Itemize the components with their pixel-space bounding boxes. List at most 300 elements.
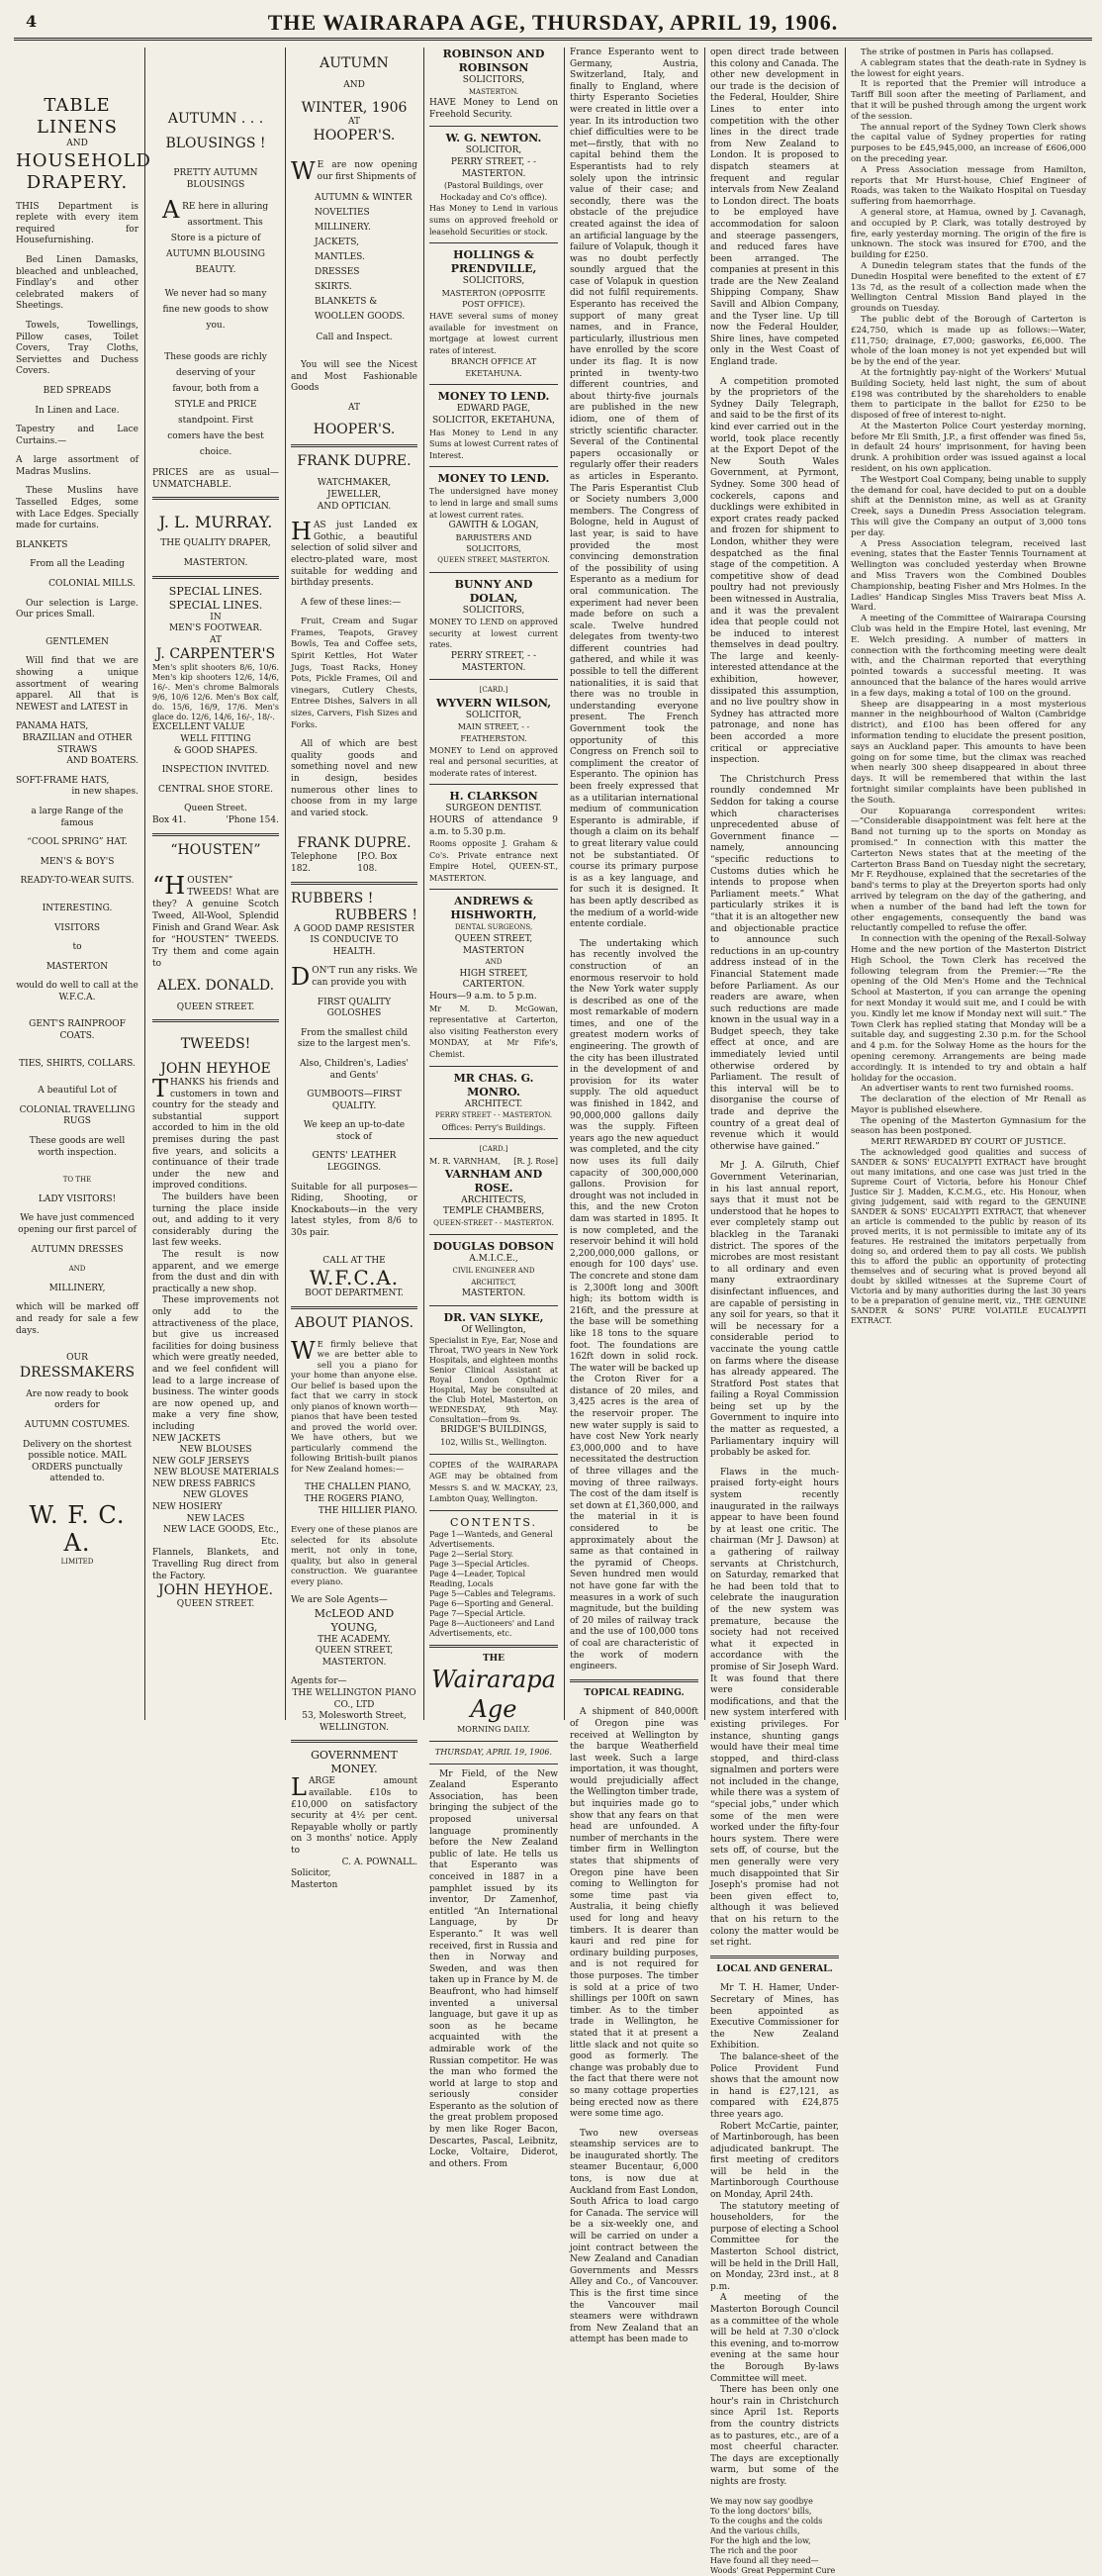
leader-article: France Esperanto went to Germany, Austria, Switzerland, Italy, and finally to England, where thirty Esperanto Societies were created in little over a year. In its introduction two chief difficulties were to be met—firstly, that with no capital behind them the Esperantists had to rely solely upon the intrinsic value of their case; and secondly, there was the obstacle of the prejudice created against the idea of an artificial language by the failure of Volapuk, though it was no doubt perfectly soundly argued that the case of Volapuk in question did not fulfil requirements. Esperanto has received the support of many great names, and in France, particularly, illustrious men have enrolled by the score under its flag. It is now printed in twenty-two different countries, and about thirty-five journals are published in the new idiom, one of them of strictly scientific character. Several of the Continental papers occasionally or regularly offer their readers as articles in Esperanto. The Paris Esperantist Club or Society numbers 3,000 members. The Congress of Bologne, held in August of last year, is said to have provided the most convincing demonstration of the possibility of using Esperanto as a medium for oral communication. The experiment had never been made before on such a scale. Twelve hundred delegates from twenty-two different countries had gathered, and while it was possible to tell the different nationalities, it is said that there was no trouble in understanding everyone present. The French Government took the opportunity of this Congress on French soil to compliment the creator of Esperanto. The opinion has been freely expressed that as a utilitarian international medium of communication Esperanto is admirable, if though a claim on its behalf to great literary value could not be substantiated. Of course its primary purpose is as a key language, and for such it is designed. It has been aptly described as the medium of a world-wide entente cordiale. xyxy=(570,48,698,930)
ad-line: IS CONDUCIVE TO HEALTH. xyxy=(310,935,399,957)
masthead xyxy=(14,8,1092,41)
ad-line: A beautiful Lot of xyxy=(38,1086,117,1097)
news-paragraph: A meeting of the Committee of Wairarapa Coursing Club was held in the Empire Hotel, last evening, Mr E. Welch presiding. A number of matters in connection with the forthcoming meeting were dealt with, and the Chairman reported that everything pointed towards a successful meeting. It was announced that the balance of the hares would arrive in a few days, making a total of 100 on the ground. xyxy=(851,614,1086,699)
ad-paragraph: The result is now apparent, and we emerge from the dust and din with practically a new shop. xyxy=(152,1250,279,1294)
headline-j-l-murray: J. L. MURRAY. xyxy=(158,513,273,532)
news-paragraph: A general store, at Hamua, owned by J. Cavanagh, and occupied by P. Clark, was totally destroyed by fire, early yesterday morning. The origin of the fire is unknown. The stock was insured for £700, and the building for £250. xyxy=(851,207,1086,261)
ad-line: Are now ready to book orders for xyxy=(26,1388,129,1411)
headline-drapery: DRAPERY. xyxy=(26,171,129,193)
phone-number: 'Phone 154. xyxy=(226,814,279,825)
news-paragraph: The opening of the Masterton Gymnasium for the season has been postponed. xyxy=(851,1115,1086,1137)
ad-line: JACKETS, xyxy=(315,238,359,248)
card-title: MONEY TO LEND. xyxy=(437,390,550,404)
news-paragraph: It is reported that the Premier will introduce a Tariff Bill soon after the meeting of Parliament, and that it will be pushed through among the urgent work of the session. xyxy=(851,79,1086,122)
ad-line: PRICES are as usual—UNMATCHABLE. xyxy=(152,468,279,490)
ad-paragraph: Has Money to Lend in various sums on approved freehold or leasehold Securities or stock. xyxy=(429,204,558,237)
verse-line: For the high and the low, xyxy=(710,2535,811,2545)
column-3-ads xyxy=(291,48,417,1890)
headline-blousings: BLOUSINGS ! xyxy=(165,136,266,151)
ad-line: QUEEN STREET. xyxy=(176,1599,255,1610)
ad-line: Offices: Perry's Buildings. xyxy=(441,1122,546,1132)
contents-item: Page 4—Leader, Topical Reading, Locals xyxy=(429,1569,526,1588)
card-title: W. G. NEWTON. xyxy=(445,132,542,145)
ad-paragraph: The builders have been turning the place inside out, and adding to it very considerably during the last few weeks. xyxy=(152,1193,279,1249)
ad-line: INTERESTING. xyxy=(42,903,113,913)
contents-item: Page 8—Auctioneers' and Land Advertisements, etc. xyxy=(429,1618,555,1638)
ad-paragraph: Towels, Towellings, Pillow cases, Toilet Covers, Tray Cloths, Serviettes and Duchess Covers. xyxy=(16,320,138,377)
headline-john-heyhoe-sig: JOHN HEYHOE. xyxy=(157,1582,274,1599)
news-paragraph: The public debt of the Borough of Carterton is £24,750, which is made up as follows:—Water, £11,750; drainage, £7,000; gasworks, £6,000. The whole of the loan money is not yet expended but will be by the end of the year. xyxy=(851,314,1086,368)
card-name-left: M. R. VARNHAM, xyxy=(429,1156,501,1166)
news-heading-merit: MERIT REWARDED BY COURT OF JUSTICE. xyxy=(871,1137,1066,1148)
ad-paragraph: DON'T run any risks. We can provide you with xyxy=(291,963,417,992)
ad-line: A large assortment of Madras Muslins. xyxy=(16,455,138,477)
ad-paragraph: Men's split shooters 8/6, 10/6. Men's kip shooters 12/6, 14/6, 16/-. Men's chrome Balmorals 9/6, 10/6 12/6. Men's Box calf, do. 15/6, 16/9, 17/6. Men's glace do. 12/6, 14/6, 16/-, 18/-. xyxy=(152,663,279,722)
contents-item: Page 5—Cables and Telegrams. xyxy=(429,1588,556,1598)
ad-line: These goods are well worth inspection. xyxy=(29,1136,126,1158)
column-rule xyxy=(845,48,846,1720)
column-rule xyxy=(423,48,424,1720)
ad-line: WOOLLEN GOODS. xyxy=(315,312,406,323)
card-title: MONEY TO LEND. xyxy=(437,472,550,486)
ad-paragraph: Specialist in Eye, Ear, Nose and Throat, TWO years in New York Hospitals, and eighteen months Senior Clinical Assistant at Royal London Opthalmic Hospital, May be consulted at the Club Hotel, Masterton, on WEDNESDAY, 9th May. Consultation—from 9s. xyxy=(429,1336,558,1425)
ad-line: NEW BLOUSES xyxy=(179,1445,252,1456)
verse-line: And the various chills, xyxy=(710,2526,800,2535)
ad-paragraph: These improvements not only add to the attractiveness of the place, but give us increased facilities for doing business which were greatly needed, and we feel confident will lead to a large increase of business. The winter goods are now opened up, and make a very fine show, including xyxy=(152,1295,279,1432)
ad-line: AND xyxy=(485,958,503,967)
ad-paragraph: “HOUSTEN” TWEEDS! What are they? A genuine Scotch Tweed, All-Wool, Splendid Finish and Grand Wear. Ask for “HOUSTEN” TWEEDS. Try them and come again to xyxy=(152,871,279,969)
ad-line: & GOOD SHAPES. xyxy=(173,745,258,756)
ad-line: TO THE xyxy=(62,1176,92,1185)
ad-line: WELL FITTING xyxy=(180,733,251,744)
card-title: VARNHAM AND ROSE. xyxy=(444,1167,543,1194)
ad-paragraph: MONEY to Lend on approved real and personal securities, at moderate rates of interest. xyxy=(429,745,558,778)
ad-line: SKIRTS. xyxy=(315,282,352,293)
ad-line: “COOL SPRING” HAT. xyxy=(27,837,128,848)
news-paragraph: Mr J. A. Gilruth, Chief Government Veterinarian, in his last annual report, says that it must not be understood that he hopes to ever completely stamp out blackleg in the Taranaki district. The spores of the microbes are most resistant to all ordinary and even many extraordinary disinfectant influences, and are capable of persisting in any soil for years, so that it will be necessary for a considerable period to vaccinate the young cattle on farms where the disease has already appeared. The Stratford Post states that failing a Royal Commission being set up by the Government to inquire into the matter as requested, a Parliamentary inquiry will probably be asked for. xyxy=(710,1161,839,1459)
news-paragraph: The Westport Coal Company, being unable to supply the demand for coal, have decided to put on a double shift at the Denniston mine, as well as at Granity Creek, says a Dunedin Press Association telegram. This will give the Company an output of 3,000 tons per day. xyxy=(851,474,1086,538)
card-title: ANDREWS & HISHWORTH, xyxy=(450,895,537,922)
card-tag: [CARD.] xyxy=(479,686,508,695)
ad-line: AND xyxy=(68,1265,86,1274)
ad-line: NEW HOSIERY xyxy=(152,1502,223,1513)
ad-line: PANAMA HATS, xyxy=(16,721,89,732)
ad-line: BRIDGE'S BUILDINGS, xyxy=(440,1425,547,1436)
headline-household: HOUSEHOLD xyxy=(16,149,151,171)
ad-line: NEW LACE GOODS, Etc., Etc. xyxy=(162,1525,279,1547)
ad-line: VISITORS xyxy=(53,922,101,933)
ad-line: IN xyxy=(210,612,222,622)
ad-line: AT xyxy=(347,116,360,127)
ad-line: THE ROGERS PIANO, xyxy=(304,1493,405,1504)
ad-line: Masterton xyxy=(291,1879,338,1890)
ad-line: QUEEN STREET, MASTERTON. xyxy=(315,1646,394,1668)
ad-line: AUTUMN & WINTER xyxy=(315,193,413,204)
news-paragraph: The acknowledged good qualities and success of SANDER & SONS' EUCALYPTI EXTRACT have brought out many imitations, and one case was just tried in the Supreme Court of Victoria, before his Honour Chief Justice Sir J. Madden, K.C.M.G., etc. His Honour, when giving judgement, said with regard to the GENUINE SANDER & SONS' EUCALYPTI EXTRACT, that whenever an article is commended to the public by reason of its proved merits, it is not permissible to imitate any of its features. He restrained the imitators perpetually from doing so, and ordered them to pay all costs. We publish this to afford the public an opportunity of protecting themselves and of securing what is proved beyond all doubt by skilled witnesses at the Supreme Court of Victoria and by many authorities during the last 30 years to be a preparation of genuine merit, viz., THE GENUINE SANDER & SONS' PURE VOLATILE EUCALYPTI EXTRACT. xyxy=(851,1148,1086,1326)
ad-paragraph: Bed Linen Damasks, bleached and unbleached, Findlay's and other celebrated makers of Sheetings. xyxy=(16,254,138,312)
ad-paragraph: Rooms opposite J. Graham & Co's. Private entrance next Empire Hotel, QUEEN-ST., MASTERTON. xyxy=(429,839,558,883)
ad-line: MANTLES. xyxy=(315,252,365,263)
verse-line: To the coughs and the colds xyxy=(710,2516,823,2526)
card-title: H. CLARKSON xyxy=(449,790,538,804)
headline-hoopers: HOOPER'S. xyxy=(313,128,396,144)
newspaper-subtitle: MORNING DAILY. xyxy=(457,1725,530,1735)
newspaper-nameplate: Wairarapa Age xyxy=(431,1666,556,1724)
ad-line: GENT'S RAINPROOF COATS. xyxy=(29,1019,126,1042)
news-paragraph: A Dunedin telegram states that the funds of the Dunedin Hospital were benefited to the extent of £7 13s 7d, as the result of a collection made when the Wellington Central Mission Band played in the grounds on Tuesday. xyxy=(851,260,1086,315)
ad-line: GENTS' LEATHER LEGGINGS. xyxy=(312,1151,397,1174)
news-paragraph: Robert McCartie, painter, of Martinborough, has been adjudicated bankrupt. The first meeting of creditors will be held in the Martinborough Courthouse on Monday, April 24th. xyxy=(710,2121,839,2201)
ad-line: WELLINGTON. xyxy=(320,1722,389,1733)
news-paragraph: An advertiser wants to rent two furnished rooms. xyxy=(861,1084,1074,1095)
ad-line: Tapestry and Lace Curtains.— xyxy=(16,425,138,446)
ad-line: (Pastoral Buildings, over Hockaday and Co's office). xyxy=(439,181,548,202)
ad-line: From the smallest child size to the largest men's. xyxy=(297,1027,412,1050)
ad-line: NEW LACES xyxy=(186,1513,245,1524)
ad-line: Solicitor, xyxy=(291,1868,331,1879)
ad-line: LIMITED xyxy=(60,1557,94,1566)
section-heading-topical-reading: TOPICAL READING. xyxy=(584,1687,685,1698)
ad-paragraph: THIS Department is replete with every item required for Housefurnishing. xyxy=(16,201,138,246)
ad-line: SOFT-FRAME HATS, xyxy=(16,775,110,786)
ad-line: PRETTY AUTUMN BLOUSINGS xyxy=(173,168,258,190)
ad-line: NEW DRESS FABRICS xyxy=(152,1479,256,1489)
ad-line: SURGEON DENTIST. xyxy=(445,804,542,814)
news-paragraph: Sheep are disappearing in a most mysterious manner in the neighbourhood of Walton (Cambridge district), and £100 has been offered for any information tending to elucidate the present position, says an Auckland paper. This amounts to have been going on for some time, but the climax was reached when nearly 300 sheep disappeared in about three days. It will be remembered that within the last fortnight similar complaints have been published in the South. xyxy=(851,699,1086,806)
ad-line: BARRISTERS AND SOLICITORS, xyxy=(455,532,532,554)
news-column-body xyxy=(851,48,1086,1326)
ad-list xyxy=(291,191,417,325)
ad-line: NEW BLOUSE MATERIALS xyxy=(153,1468,279,1479)
ad-line: 53, Molesworth Street, xyxy=(302,1711,407,1722)
ad-line: AT xyxy=(347,402,360,413)
column-rule xyxy=(564,48,565,1720)
ad-line: GAWITH & LOGAN, xyxy=(448,521,539,531)
headline-housten: “HOUSTEN” xyxy=(170,841,261,858)
ad-line: NEW GOLF JERSEYS xyxy=(152,1456,250,1467)
ad-paragraph: Will find that we are showing a unique assortment of wearing apparel. All that is NEWEST and LATEST in xyxy=(16,656,138,713)
ad-line: A few of these lines:— xyxy=(301,597,402,608)
ad-line: NOVELTIES xyxy=(315,208,370,219)
ad-paragraph: Mr M. D. McGowan, representative at Carterton, also visiting Featherston every MONDAY, at Mr Fife's, Chemist. xyxy=(429,1003,558,1059)
ad-line: NEW GLOVES xyxy=(182,1490,249,1501)
ad-line: to xyxy=(72,942,82,953)
news-paragraph: A Press Association message from Hamilton, reports that Mr Hurst-house, Chief Engineer of Roads, was taken to the Waikato Hospital on Tuesday suffering from haemorrhage. xyxy=(851,164,1086,208)
ad-paragraph: MONEY TO LEND on approved security at lowest current rates. xyxy=(429,618,558,650)
newspaper-the: THE xyxy=(482,1653,505,1664)
ad-paragraph: Delivery on the shortest possible notice. MAIL ORDERS punctually attended to. xyxy=(23,1439,132,1484)
ad-line: THE WELLINGTON PIANO CO., LTD xyxy=(292,1688,416,1710)
ad-line: BLANKETS & xyxy=(315,297,378,308)
ad-line: BLANKETS xyxy=(16,539,68,550)
verse-line: To the long doctors' bills, xyxy=(710,2506,812,2516)
ad-line: SOLICITOR, xyxy=(465,710,522,720)
contents-list xyxy=(429,1530,558,1639)
ad-line: We keep an up-to-date stock of xyxy=(303,1120,406,1142)
ad-line: MASTERTON. xyxy=(468,87,519,96)
ad-paragraph: LARGE amount available. £10s to £10,000 on satisfactory security at 4½ per cent. Repayable wholly or partly on 3 months' notice. Apply to xyxy=(291,1773,417,1856)
ad-line: THE CHALLEN PIANO, xyxy=(305,1482,412,1493)
masthead-title: THE WAIRARAPA AGE, THURSDAY, APRIL 19, 1906. xyxy=(267,10,839,35)
verse-line: The rich and the poor xyxy=(710,2545,798,2555)
column-2-ads xyxy=(152,48,279,1720)
headline-wfca: W.F.C.A. xyxy=(309,1266,400,1290)
news-paragraph: A competition promoted by the proprietors of the Sydney Daily Telegraph, and said to be the first of its kind ever carried out in the world, took place recently at the Export Depot of the New South Wales Government, at Pyrmont, Sydney. Some 300 head of cockerels, capons and ducklings were exhibited in export crates ready packed and frozen for shipment to London, whither they were despatched as the final stage of the competition. A competitive show of dead poultry had not previously been witnessed in Australia, and it was the prevalent idea that people could not be induced to interest themselves in dead poultry. The large and keenly-interested attendance at the exhibition, however, dissipated this assumption, and no live poultry show in Sydney has attracted more patronage, and none has been accorded a more critical or appreciative inspection. xyxy=(710,376,839,766)
ad-line: From all the Leading xyxy=(30,559,125,570)
news-paragraph: The statutory meeting of householders, for the purpose of electing a School Committee for the Masterton School district, will be held in the Drill Hall, on Monday, 23rd inst., at 8 p.m. xyxy=(710,2201,839,2292)
card-name-right: [R. J. Rose] xyxy=(513,1156,558,1166)
card-title: BUNNY AND DOLAN, xyxy=(454,577,533,605)
ad-line: Hours—9 a.m. to 5 p.m. xyxy=(429,992,537,1002)
ad-paragraph: We never had so many fine new goods to show you. xyxy=(162,289,269,332)
headline-table-linens: TABLE LINENS xyxy=(36,95,119,138)
ad-line: BOOT DEPARTMENT. xyxy=(305,1288,404,1299)
ad-paragraph: COPIES of the WAIRARAPA AGE may be obtained from Messrs S. and W. MACKAY, 23, Lambton Quay, Wellington. xyxy=(429,1460,558,1504)
ad-line: which will be marked off and ready for sale a few days. xyxy=(16,1302,138,1336)
headline-hoopers-2: HOOPER'S. xyxy=(313,422,396,438)
news-paragraph: Mr T. H. Hamer, Under-Secretary of Mines, has been appointed as Executive Commissioner for the New Zealand Exhibition. xyxy=(710,1983,839,2051)
ad-line: A.M.I.C.E., xyxy=(469,1254,518,1265)
ad-line: MASTERTON. xyxy=(183,557,248,568)
ad-line: QUEEN STREET, MASTERTON. xyxy=(437,556,550,564)
news-paragraph: The Christchurch Press roundly condemned Mr Seddon for taking a course which characterises unprecedented abuse of Government finance —namely, announcing “specific reductions to Customs duties which he intends to propose when Parliament meets.” What particularly strikes it is “that it is an altogether new and objectionable practice to announce such reductions in an up-country address instead of in the Financial Statement made before Parliament. As our readers are aware, when such reductions are made known in the usual way in a Budget speech, they take effect at once, and are immediately levied until otherwise ordered by Parliament. The result of this interval will be to disorganise the course of trade and deprive the country of a great deal of revenue which it would otherwise have gained.” xyxy=(710,774,839,1152)
page-number: 4 xyxy=(26,12,38,31)
headline-government-money: GOVERNMENT MONEY. xyxy=(311,1749,398,1776)
verse-line: Have found all they need— xyxy=(710,2555,819,2565)
ad-paragraph: Has Money to Lend in any Sums at lowest Current rates of Interest. xyxy=(429,428,558,460)
and-text: AND xyxy=(66,139,88,148)
ad-line: In Linen and Lace. xyxy=(35,405,120,416)
contents-item: Page 2—Serial Story. xyxy=(429,1549,514,1559)
column-6-news xyxy=(710,48,839,2575)
ad-line: A GOOD DAMP RESISTER xyxy=(294,923,414,934)
ad-paragraph: WE firmly believe that we are better able to sell you a piano for your home than anyone else. Our belief is based upon the fact that we carry in stock only pianos of known worth—pianos that have been tested and proved the world over. We have others, but we particularly commend the following British-built pianos for New Zealand homes:— xyxy=(291,1336,417,1475)
news-paragraph: At the Masterton Police Court yesterday morning, before Mr Eli Smith, J.P., a first offender was fined 5s, in default 24 hours' imprisonment, for having been drunk. A prohibition order was issued against a local resident, on his own application. xyxy=(851,421,1086,475)
ad-paragraph: Fruit, Cream and Sugar Frames, Teapots, Gravey Bowls, Tea and Coffee sets, Spirit Kettles, Hot Water Jugs, Toast Racks, Honey Pots, Pickle Frames, Oil and vinegars, Cutlery Chests, Entree Dishes, Salvers in all sizes, Carvers, Fish Sizes and Forks. xyxy=(291,617,417,730)
ad-line: READY-TO-WEAR SUITS. xyxy=(20,876,135,887)
ad-line: INSPECTION INVITED. xyxy=(161,765,270,776)
issue-date: THURSDAY, APRIL 19, 1906. xyxy=(434,1748,553,1758)
contents-item: Page 7—Special Article. xyxy=(429,1608,526,1618)
ad-paragraph: WE are now opening our first Shipments of xyxy=(291,157,417,186)
column-1-wfca-drapery xyxy=(16,48,151,1720)
ad-line: PERRY STREET, - - MASTERTON. xyxy=(450,156,537,179)
headline-frank-dupre-2: FRANK DUPRE. xyxy=(297,835,412,852)
ad-line: MASTERTON. xyxy=(461,1288,526,1299)
headline-wfca: W. F. C. A. xyxy=(29,1500,126,1557)
news-paragraph: Two new overseas steamship services are to be inaugurated shortly. The steamer Bucentaur, 6,000 tons, is now due at Auckland from East London, South Africa to load cargo for Canada. The service will be a six-weekly one, and will be carried on under a joint contract between the New Zealand and Canadian Governments and Messrs Alley and Co., of Vancouver. This is the first time since the Vancouver mail steamers were withdrawn from New Zealand that an attempt has been made to xyxy=(570,2128,698,2345)
headline-autumn: AUTUMN . . . xyxy=(167,111,264,127)
ad-line: Also, Children's, Ladies' and Gents' xyxy=(300,1058,409,1081)
headline-about-pianos: ABOUT PIANOS. xyxy=(294,1314,414,1331)
ad-line: Call and Inspect. xyxy=(316,333,393,343)
ad-line: AT xyxy=(209,634,222,645)
ad-paragraph: Our selection is Large. Our prices Small. xyxy=(16,598,138,620)
column-5-leader xyxy=(570,48,698,2345)
news-paragraph: At the fortnightly pay-night of the Workers' Mutual Building Society, held last night, the sum of about £198 was contributed by the shareholders to enable them to participate in the ballot for £250 to be disposed of free of interest to-night. xyxy=(851,367,1086,422)
ad-line: BRAZILIAN and OTHER STRAWS xyxy=(22,732,133,755)
news-paragraph: The annual report of the Sydney Town Clerk shows the capital value of Sydney properties for rating purposes to be £45,945,000, an increase of £606,000 on the preceding year. xyxy=(851,122,1086,164)
news-paragraph: Flaws in the much-praised forty-eight hours system recently inaugurated in the railways appear to have been found by at least one critic. The chairman (Mr J. Dawson) at a gathering of railway servants at Christchurch, on Saturday, remarked that he had been told that to celebrate the inauguration of the new system was premature, because the society had not received what it expected in accordance with the promise of Sir Joseph Ward. It was found that there were considerable modifications, and that the new system interfered with existing privileges. For instance, shunting gangs would have their meal time stopped, and third-class signalmen and porters were not included in the change, while there was a system of “special jobs,” under which some of the men were worked under the fifty-four hours system. There were sets off, of course, but the men generally were very much disappointed that Sir Joseph's promise had not been given effect to, although it was believed that on his return to the colony the matter would be set right. xyxy=(710,1467,839,1949)
ad-paragraph: Flannels, Blankets, and Travelling Rug direct from the Factory. xyxy=(152,1548,279,1581)
po-box: [P.O. Box 108. xyxy=(357,852,398,874)
headline-john-heyhoe: JOHN HEYHOE xyxy=(160,1061,271,1078)
ad-line: SOLICITORS, xyxy=(462,75,525,85)
card-title: DR. VAN SLYKE, xyxy=(443,1310,544,1324)
headline-alex-donald: ALEX. DONALD. xyxy=(156,977,275,994)
news-paragraph: Our Kopuaranga correspondent writes:—“Considerable disappointment was felt here at the Band not turning up to the sports on Monday as promised.” In connection with this matter the Carterton News states that at the meeting of the Carterton Brass Band on Tuesday night the secretary, Mr F. Reydhouse, explained that the secretaries of the band's terms to play at the Dreyerton sports had only arrived by telegram on the day of the gathering, and when a number of the band had left the town for other engagements, consequently the band was reluctantly compelled to refuse the offer. xyxy=(851,806,1086,934)
news-paragraph: The strike of postmen in Paris has collapsed. xyxy=(861,48,1055,57)
ad-line: TIES, SHIRTS, COLLARS. xyxy=(19,1058,136,1069)
news-paragraph: A shipment of 840,000ft of Oregon pine was received at Wellington by the barque Weatherfield last week. Such a large importation, it was thought, would prejudicially affect the Wellington timber trade, but inquiries made go to show that any fears on that head are unfounded. A number of merchants in the timber firm in Wellington states that shipments of Oregon pine have been coming to Wellington for some time past via Australia, it being chiefly used for long and heavy timbers. It is dearer than kauri and red pine for ordinary building purposes, and is not required for those purposes. The timber is sold at a price of two shillings per 100ft on sawn timber. As to the timber trade in Wellington, he stated that it at present a little slack and not quite so good as formerly. The change was probably due to the fact that there were not so many cottage properties being erected now as there were some time ago. xyxy=(570,1707,698,2120)
ad-line: MEN'S & BOY'S xyxy=(40,856,115,867)
news-paragraph: A cablegram states that the death-rate in Sydney is the lowest for eight years. xyxy=(851,57,1086,79)
ad-line: AND BOATERS. xyxy=(66,756,138,767)
card-title: HOLLINGS & PRENDVILLE, xyxy=(450,248,537,276)
card-tag: [CARD.] xyxy=(479,1145,508,1154)
card-title: WYVERN WILSON, xyxy=(435,696,552,710)
ad-line: SOLICITOR, xyxy=(465,145,522,156)
contents-item: Page 1—Wanteds, and General Advertisements. xyxy=(429,1529,553,1549)
ad-line: AND OPTICIAN. xyxy=(317,501,392,512)
column-rule xyxy=(704,48,705,1720)
ad-line: QUEEN STREET, MASTERTON xyxy=(454,934,533,956)
column-4-professional-cards xyxy=(429,48,558,2169)
ad-line: DRESSES xyxy=(315,267,360,278)
news-paragraph: The declaration of the election of Mr Renall as Mayor is published elsewhere. xyxy=(851,1095,1086,1115)
ad-line: DENTAL SURGEONS, xyxy=(454,923,533,932)
verse-line: We may now say goodbye xyxy=(710,2496,813,2506)
news-paragraph: open direct trade between this colony and Canada. The other new development in our trade is the decision of the Federal, Houlder, Shire Lines to enter into competition with the other lines in the direct trade from New Zealand to London. It is proposed to dispatch steamers at frequent and regular intervals from New Zealand to London direct. The boats to be employed have accommodation for saloon and steerage passengers, and reduced fares have been arranged. The companies at present in this trade are the New Zealand Shipping Company, Shaw Savill and Albion Company, and the Tyser line. Up till now the Federal Houlder, Shire lines, have competed only in the West Coast of England trade. xyxy=(710,48,839,368)
section-heading-local-general: LOCAL AND GENERAL. xyxy=(716,1963,833,1974)
ad-line: 102, Willis St., Wellington. xyxy=(440,1437,547,1447)
ad-line: SOLICITOR, EKETAHUNA, xyxy=(432,416,555,427)
ad-line: a large Range of the famous xyxy=(31,806,124,828)
ad-line: SOLICITORS, xyxy=(462,276,525,287)
ad-line: PERRY STREET, - - MASTERTON. xyxy=(450,650,537,673)
card-title: ROBINSON AND ROBINSON xyxy=(442,48,545,74)
card-title: DOUGLAS DOBSON xyxy=(432,1240,555,1254)
ad-line: AUTUMN COSTUMES. xyxy=(24,1419,131,1430)
ad-contact-row xyxy=(152,815,279,827)
ad-line: CALL AT THE xyxy=(322,1255,386,1266)
contents-item: Page 6—Sporting and General. xyxy=(429,1598,554,1608)
headline-rubbers: RUBBERS ! xyxy=(291,890,374,906)
ad-line: FIRST QUALITY GOLOSHES xyxy=(317,997,392,1019)
card-title: MR CHAS. G. MONRO. xyxy=(453,1071,534,1098)
box-number: Box 41. xyxy=(152,814,187,825)
ad-line: MILLINERY. xyxy=(315,223,371,234)
ad-line: Agents for— xyxy=(291,1676,347,1687)
contents-heading: CONTENTS. xyxy=(449,1515,538,1529)
column-rule xyxy=(144,48,145,1720)
ad-paragraph: ARE here in alluring assortment. This Store is a picture of AUTUMN BLOUSING BEAUTY. xyxy=(162,196,269,276)
ad-line: QUEEN STREET. xyxy=(176,1002,255,1012)
headline-autumn: AUTUMN xyxy=(320,55,389,71)
ad-paragraph: Every one of these pianos are selected for its absolute merit, not only in tone, quality, but also in general construction. We guarantee every piano. xyxy=(291,1525,417,1587)
leader-article: The undertaking which has recently involved the construction of an enormous reservoir to hold the New York water supply is described as one of the most remarkable of modern times, and one of the greatest modern works of engineering. The growth of the city has been illustrated in the development of and provision for its water supply. The old aqueduct was finished in 1842, and 90,000,000 gallons daily was the supply. Fifteen years ago the new aqueduct was completed, and the city now uses its full daily capacity of 300,000,000 gallons. Provision for drought was not included in this, and the new Croton dam was started in 1895. It is now completed, and the reservoir behind it will hold 2,200,000,000 gallons, or enough for 100 days' use. The concrete and stone dam is 2,300ft long and 300ft high; its bottom width is 216ft, and the pressure at the base will be something like 18 tons to the square foot. The foundations are 162ft down in solid rock. The water will be backed up the Croton River for a distance of 20 miles, and 3,425 acres is the area of the reservoir proper. The new water supply is said to have cost New York nearly £3,000,000 and to have necessitated the destruction of three villages and the moving of three railways. The cost of the dam itself is set down at £1,360,000, and the material in it is considered to be approximately about the same as that contained in the pyramid of Cheops. Seven hundred men would not have gone far with the measures in a work of such magnitude, but the building of 20 miles of railway track and the use of 100,000 tons of coal are characteristic of the work of modern engineers. xyxy=(570,938,698,1672)
news-paragraph: A Press Association telegram, received last evening, states that the Easter Tennis Tournament at Wellington was concluded yesterday when Browne and Miss Travers won the Combined Doubles Championship, beating Fisher and Mrs Holmes. In the Ladies' Handicap Singles Miss Travers beat Miss A. Ward. xyxy=(851,538,1086,614)
ad-line: EDWARD PAGE, xyxy=(456,404,531,415)
ad-line: MILLINERY, xyxy=(48,1283,106,1293)
ad-paragraph: You will see the Nicest and Most Fashionable Goods xyxy=(291,359,417,394)
ad-line: CENTRAL SHOE STORE. xyxy=(157,784,274,795)
headline-special-lines: SPECIAL LINES. SPECIAL LINES. xyxy=(168,584,263,612)
news-paragraph: There has been only one hour's rain in Christchurch since April 1st. Reports from the country districts as to pastures, etc., are of a most cheerful character. The days are exceptionally warm, but some of the nights are frosty. xyxy=(710,2385,839,2487)
ad-line: HIGH STREET, CARTERTON. xyxy=(459,968,528,991)
ad-line: QUEEN-STREET - - MASTERTON. xyxy=(433,1218,554,1227)
verse-block xyxy=(710,2497,839,2576)
headline-rubbers-2: RUBBERS ! xyxy=(334,906,417,923)
ad-paragraph: HAVE Money to Lend on Freehold Security. xyxy=(429,98,558,120)
ad-line: ARCHITECTS, xyxy=(461,1194,526,1205)
ad-line: TEMPLE CHAMBERS, xyxy=(442,1206,545,1217)
contents-item: Page 3—Special Articles. xyxy=(429,1559,530,1569)
headline-mcleod-young: McLEOD AND YOUNG, xyxy=(314,1606,395,1634)
news-paragraph: A meeting of the Masterton Borough Council as a committee of the whole will be held at 7.30 o'clock this evening, and to-morrow evening at the same hour the Borough By-laws Committee will meet. xyxy=(710,2293,839,2384)
ad-paragraph: The undersigned have money to lend in large and small sums at lowest current rates. xyxy=(429,487,558,520)
ad-line: ARCHITECT. xyxy=(464,1098,523,1109)
headline-j-carpenters: J. CARPENTER'S xyxy=(155,646,276,663)
news-paragraph: The balance-sheet of the Police Provident Fund shows that the amount now in hand is £27,121, as compared with £24,875 three years ago. xyxy=(710,2051,839,2120)
ad-line: We are Sole Agents— xyxy=(291,1595,388,1606)
ad-paragraph: HAS just Landed ex Gothic, a beautiful selection of solid silver and electro-plated ware, most suitable for wedding and birthday presents. xyxy=(291,518,417,589)
ad-paragraph: These Muslins have Tasselled Edges, some with Lace Edges. Specially made for curtains. xyxy=(16,486,138,531)
headline-dressmakers: DRESSMAKERS xyxy=(19,1364,136,1381)
headline-frank-dupre: FRANK DUPRE. xyxy=(297,453,412,470)
ad-line: in new shapes. xyxy=(71,787,138,798)
ad-line: We have just commenced opening our first parcel of xyxy=(18,1213,137,1235)
ad-line: SOLICITORS, xyxy=(462,605,525,616)
ad-contact-row xyxy=(291,852,417,875)
ad-paragraph: HOURS of attendance 9 a.m. to 5.30 p.m. xyxy=(429,814,558,837)
ad-paragraph: THANKS his friends and customers in town and country for the steady and substantial support accorded to him in the old premises during the past five years, and solicits a continuance of their trade under the new and improved conditions. xyxy=(152,1075,279,1192)
ad-line: CIVIL ENGINEER AND ARCHITECT, xyxy=(452,1266,535,1287)
ad-line: AUTUMN DRESSES xyxy=(31,1244,124,1255)
ad-line: NEW JACKETS xyxy=(152,1433,222,1444)
ad-line: C. A. POWNALL. xyxy=(341,1857,417,1867)
ad-line: WATCHMAKER, JEWELLER, xyxy=(317,478,392,500)
ad-line: LADY VISITORS! xyxy=(38,1193,117,1204)
telephone: Telephone 182. xyxy=(291,852,337,874)
ad-paragraph: These goods are richly deserving of your favour, both from a STYLE and PRICE standpoint. First comers have the best choice. xyxy=(164,352,267,458)
leader-article: Mr Field, of the New Zealand Esperanto Association, has been bringing the subject of the proposed universal language prominently before the New Zealand public of late. He tells us that Esperanto was conceived in 1887 in a pamphlet issued by its inventor, Dr Zamenhof, entitled “An International Language, by Dr Esperanto.” It was well received, first in Russia and then in Norway and Sweden, and was then taken up in France by M. de Beaufront, who had himself invented a universal language, but gave it up as soon as he became acquainted with the admirable work of the Russian competitor. He was the man who formed the world at large to stop and seriously consider Esperanto as the solution of the great problem proposed by men like Roger Bacon, Descartes, Pascal, Leibnitz, Locke, Voltaire, Diderot, and others. From xyxy=(429,1768,558,2169)
ad-line: COLONIAL MILLS. xyxy=(48,579,136,590)
ad-line: THE HILLIER PIANO. xyxy=(318,1505,417,1516)
ad-line: OUR xyxy=(66,1353,88,1364)
ad-line: EXCELLENT VALUE xyxy=(152,722,245,733)
ad-line: MASTERTON (OPPOSITE POST OFFICE). xyxy=(441,288,546,310)
ad-line: BED SPREADS xyxy=(43,385,112,396)
ad-line: PERRY STREET - - MASTERTON. xyxy=(434,1111,553,1120)
ad-line: COLONIAL TRAVELLING RUGS xyxy=(19,1104,136,1127)
ad-line: THE ACADEMY. xyxy=(318,1634,391,1645)
ad-line: MAIN STREET, - - FEATHERSTON. xyxy=(457,722,530,743)
card-names-row xyxy=(429,1156,558,1168)
ad-line: THE QUALITY DRAPER, xyxy=(160,538,271,549)
ad-line: GENTLEMEN xyxy=(46,636,109,647)
ad-paragraph: All of which are best quality goods and something novel and new in design, besides numerous other lines to choose from in my large and varied stock. xyxy=(291,739,417,818)
column-7-news xyxy=(851,48,1086,1720)
ad-line: MEN'S FOOTWEAR. xyxy=(168,623,263,634)
column-rule xyxy=(285,48,286,1720)
ad-line: AND xyxy=(343,80,365,90)
ad-paragraph: HAVE several sums of money available for investment on mortgage at lowest current rates of interest. xyxy=(429,311,558,355)
headline-tweeds: TWEEDS! xyxy=(180,1036,251,1053)
news-paragraph: In connection with the opening of the Rexall-Solway Home and the new portion of the Masterton District High School, the Town Clerk has received the following telegram from the Premier:—“Re the opening of the Old Men's Home and the Technical School at Masterton, if you can arrange the opening for next Monday it would suit me, and I could be with you. Kindly let me know if Monday next will suit.” The Town Clerk has replied stating that Monday will be a suitable day, and suggesting 2.30 p.m. for the School and 4 p.m. for the Solway Home as the hours for the opening ceremony. Arrangements are being made accordingly. It is intended to try and obtain a half holiday for the occasion. xyxy=(851,934,1086,1084)
verse-line: Woods' Great Peppermint Cure xyxy=(710,2565,836,2575)
ad-line: Of Wellington, xyxy=(461,1324,526,1335)
